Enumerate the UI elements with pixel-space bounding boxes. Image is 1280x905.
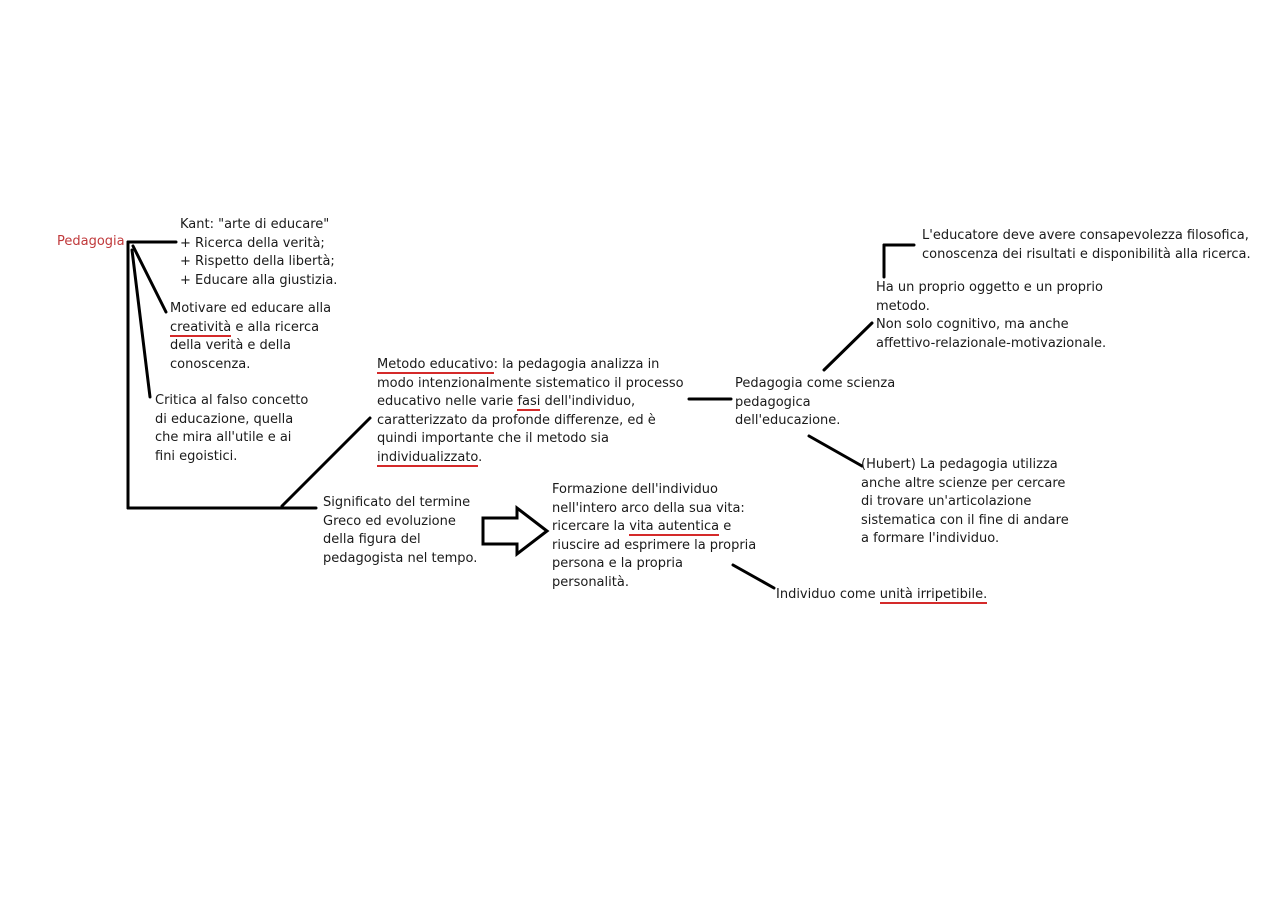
node-kant-line: Kant: "arte di educare" [180, 217, 330, 232]
node-scienza-line: pedagogica [735, 394, 811, 410]
node-formazione-line: nell'intero arco della sua vita: [552, 500, 745, 516]
node-formazione-line [552, 518, 756, 537]
node-significato-line: Greco ed evoluzione [323, 513, 456, 529]
node-critica [155, 392, 308, 466]
node-significato-line: della figura del [323, 532, 421, 547]
node-metodo-line [377, 449, 684, 468]
node-metodo-text: : la pedagogia analizza in [493, 357, 660, 372]
node-metodo-text: educativo nelle varie [377, 394, 518, 409]
node-formazione-line: Formazione dell'individuo [552, 482, 718, 497]
node-metodo-text: dell'individuo, [540, 394, 636, 409]
node-individuo [776, 586, 987, 605]
node-hubert [861, 456, 1069, 549]
node-individuo-text: Individuo come [776, 587, 880, 602]
node-critica-line: fini egoistici. [155, 448, 238, 464]
node-hubert-line: di trovare un'articolazione [861, 494, 1032, 509]
node-kant-line: + Rispetto della libertà; [180, 254, 335, 269]
node-critica-line: di educazione, quella [155, 411, 294, 427]
node-hubert-line: a formare l'individuo. [861, 531, 1000, 546]
node-motivare-line: conoscenza. [170, 356, 251, 372]
node-formazione-text: e [719, 519, 732, 534]
node-formazione-text: ricercare la [552, 519, 630, 534]
node-formazione [552, 481, 756, 592]
node-significato [323, 494, 477, 568]
node-motivare [170, 300, 331, 374]
node-metodo [377, 356, 684, 467]
node-educatore-line: conoscenza dei risultati e disponibilità alla ricerca. [922, 246, 1251, 262]
underlined-term: Metodo educativo [377, 357, 494, 372]
root-label: Pedagogia [57, 234, 125, 249]
node-formazione-line: personalità. [552, 574, 629, 590]
node-significato-line: pedagogista nel tempo. [323, 550, 478, 566]
node-motivare-line [170, 319, 331, 338]
node-hubert-line: (Hubert) La pedagogia utilizza [861, 457, 1058, 472]
node-educatore [922, 227, 1251, 264]
arrow-icon [483, 508, 547, 554]
node-oggetto-line: Non solo cognitivo, ma anche [876, 317, 1069, 332]
node-critica-line: che mira all'utile e ai [155, 430, 292, 445]
connector-scienza-to-hubert [809, 436, 862, 466]
node-metodo-line: quindi importante che il metodo sia [377, 431, 609, 446]
underlined-term: fasi [517, 394, 541, 409]
node-metodo-line: caratterizzato da profonde differenze, ed è [377, 412, 656, 428]
node-kant-line: + Ricerca della verità; [180, 235, 325, 251]
node-oggetto-line: Ha un proprio oggetto e un proprio [876, 280, 1103, 295]
node-kant [180, 216, 337, 290]
node-kant-line: + Educare alla giustizia. [180, 272, 338, 288]
node-scienza-line: Pedagogia come scienza [735, 376, 896, 391]
node-significato-line: Significato del termine [323, 495, 471, 510]
node-oggetto-line: metodo. [876, 298, 930, 314]
node-oggetto-line: affettivo-relazionale-motivazionale. [876, 335, 1107, 351]
node-formazione-line: riuscire ad esprimere la propria [552, 537, 757, 553]
node-scienza-line: dell'educazione. [735, 413, 841, 428]
underlined-term: unità irripetibile. [879, 587, 988, 602]
node-critica-line: Critica al falso concetto [155, 393, 309, 408]
node-metodo-text: . [478, 449, 483, 465]
node-hubert-line: sistematica con il fine di andare [861, 512, 1069, 528]
node-formazione-line: persona e la propria [552, 556, 683, 571]
node-educatore-line: L'educatore deve avere consapevolezza filosofica, [922, 228, 1249, 243]
node-oggetto [876, 279, 1106, 353]
node-metodo-line [377, 393, 684, 412]
node-metodo-line: modo intenzionalmente sistematico il processo [377, 375, 684, 391]
node-metodo-line [377, 356, 684, 375]
node-motivare-line: Motivare ed educare alla [170, 301, 332, 316]
node-motivare-line: della verità e della [170, 338, 291, 353]
underlined-term: vita autentica [629, 519, 720, 534]
connector-scienza-to-oggetto [824, 323, 872, 370]
node-scienza [735, 375, 895, 431]
underlined-term: creatività [170, 319, 232, 335]
node-hubert-line: anche altre scienze per cercare [861, 475, 1066, 491]
underlined-term: individualizzato [377, 449, 479, 465]
node-motivare-text: e alla ricerca [231, 319, 320, 335]
